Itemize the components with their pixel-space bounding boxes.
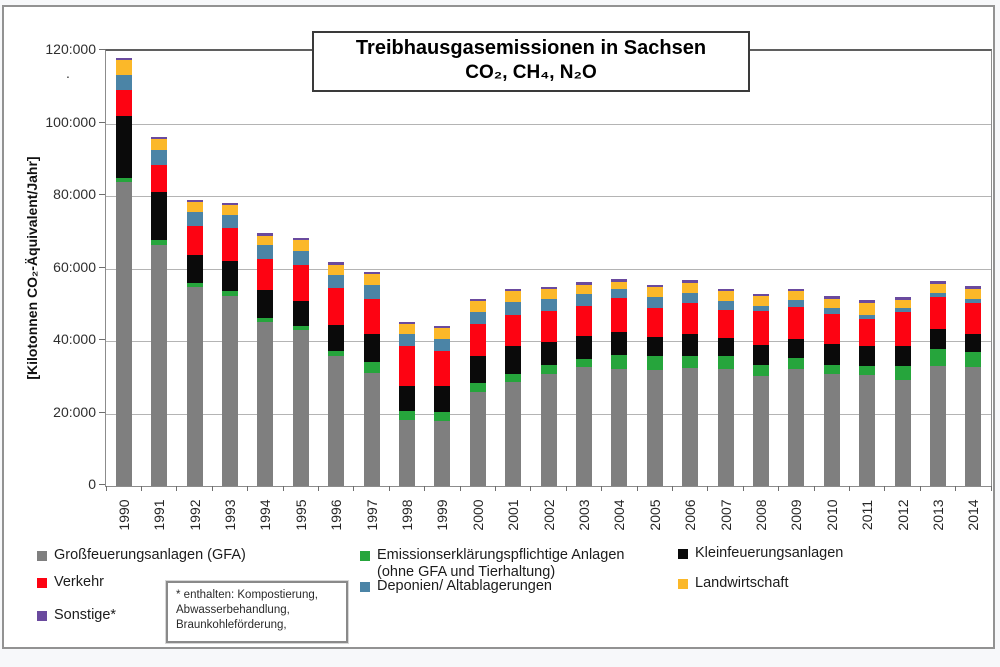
y-axis-title: [Kilotonnen CO₂-Äquivalent/Jahr] [24, 156, 40, 380]
bar-segment [222, 296, 238, 486]
bar-segment [222, 228, 238, 261]
bar-segment [293, 251, 309, 264]
bar-segment [116, 116, 132, 178]
bar-segment [364, 274, 380, 285]
x-tick-label: 2013 [929, 499, 946, 531]
bar-segment [151, 240, 167, 245]
bar-segment [151, 137, 167, 139]
bar-segment [151, 139, 167, 150]
x-tick-mark [106, 486, 107, 491]
y-tick-label: 100:000 [45, 113, 96, 130]
bar-segment [328, 275, 344, 287]
bar-segment [682, 303, 698, 333]
y-tick-mark [99, 339, 105, 340]
bar-segment [682, 334, 698, 356]
y-tick-label: 0 [88, 476, 96, 492]
bar-segment [895, 312, 911, 345]
bar-segment [151, 165, 167, 191]
y-tick-mark [99, 412, 105, 413]
bar-segment [505, 374, 521, 383]
bar-segment [682, 280, 698, 283]
bar-segment [399, 411, 415, 420]
x-tick-mark [353, 486, 354, 491]
bar-segment [505, 289, 521, 291]
bar-segment [116, 178, 132, 182]
bar-segment [753, 306, 769, 311]
bar-segment [541, 289, 557, 299]
bar-segment [399, 386, 415, 412]
bar-segment [434, 326, 450, 328]
bar-segment [470, 324, 486, 355]
bar-segment [788, 300, 804, 307]
stray-dot: . [66, 65, 70, 81]
bar-segment [364, 285, 380, 299]
y-tick-mark [99, 484, 105, 485]
bar-segment [895, 297, 911, 300]
bar-segment [116, 75, 132, 90]
bar-segment [187, 283, 203, 287]
bar-segment [434, 328, 450, 339]
bar-segment [859, 300, 875, 303]
x-tick-mark [814, 486, 815, 491]
bar-segment [541, 287, 557, 290]
bar-segment [505, 291, 521, 302]
bar-segment [611, 369, 627, 486]
bar-segment [364, 334, 380, 362]
bar-segment [647, 370, 663, 486]
bar-segment [647, 285, 663, 287]
note-box [166, 581, 348, 643]
x-tick-label: 1994 [257, 499, 274, 531]
x-tick-mark [849, 486, 850, 491]
y-tick-label: 20:000 [53, 403, 96, 420]
legend-swatch-icon [678, 579, 688, 589]
bar-segment [505, 382, 521, 486]
bar-segment [541, 342, 557, 364]
legend-label: Großfeuerungsanlagen (GFA) [54, 547, 246, 563]
legend-item [360, 547, 624, 581]
legend-label: Emissionserklärungspflichtige Anlagen (ohne GFA und Tierhaltung) [377, 547, 625, 580]
legend-item [37, 574, 104, 591]
bar-segment [470, 356, 486, 384]
bar-segment [364, 272, 380, 274]
bar-segment [753, 345, 769, 365]
bar-segment [718, 369, 734, 486]
bar-segment [328, 288, 344, 326]
x-tick-label: 1990 [115, 499, 132, 531]
bar-segment [434, 421, 450, 486]
x-tick-mark [601, 486, 602, 491]
bar-segment [682, 356, 698, 369]
gridline [106, 196, 991, 197]
bar-segment [151, 192, 167, 240]
bar-segment [824, 296, 840, 299]
bar-segment [257, 318, 273, 322]
bar-segment [434, 339, 450, 351]
bar-segment [965, 334, 981, 352]
legend-item [678, 545, 843, 562]
bar-segment [682, 283, 698, 293]
bar-segment [470, 383, 486, 392]
bar-segment [859, 375, 875, 486]
bar-segment [682, 293, 698, 303]
bar-segment [257, 322, 273, 486]
legend-swatch-icon [37, 551, 47, 561]
bar-segment [257, 245, 273, 260]
chart-subtitle: CO₂, CH₄, N₂O [465, 62, 597, 83]
bar-segment [541, 365, 557, 374]
bar-segment [647, 287, 663, 297]
x-tick-label: 1999 [434, 499, 451, 531]
x-tick-label: 2002 [540, 499, 557, 531]
x-tick-label: 2000 [469, 499, 486, 531]
legend-item [37, 607, 116, 624]
legend-swatch-icon [360, 551, 370, 561]
bar-segment [470, 312, 486, 324]
bar-segment [222, 203, 238, 205]
bar-segment [399, 334, 415, 346]
x-tick-mark [424, 486, 425, 491]
bar-segment [187, 255, 203, 283]
legend-label: Verkehr [54, 574, 104, 590]
x-tick-label: 2009 [788, 499, 805, 531]
x-tick-mark [743, 486, 744, 491]
bar-segment [965, 303, 981, 334]
bar-segment [541, 374, 557, 486]
bar-segment [293, 326, 309, 330]
bar-segment [859, 315, 875, 319]
legend-item [37, 547, 246, 564]
bar-segment [611, 332, 627, 355]
bar-segment [824, 308, 840, 314]
x-tick-mark [920, 486, 921, 491]
x-tick-label: 1991 [151, 499, 168, 531]
x-tick-mark [778, 486, 779, 491]
bar-segment [611, 282, 627, 289]
bar-segment [930, 366, 946, 486]
bar-segment [753, 294, 769, 297]
bar-segment [824, 314, 840, 344]
bar-segment [788, 291, 804, 300]
bar-segment [399, 324, 415, 334]
bar-segment [859, 346, 875, 366]
x-tick-label: 1995 [292, 499, 309, 531]
x-tick-label: 2004 [611, 499, 628, 531]
x-tick-label: 2008 [752, 499, 769, 531]
bar-segment [576, 359, 592, 367]
bar-segment [895, 300, 911, 308]
bar-segment [576, 285, 592, 294]
bar-segment [505, 315, 521, 346]
bar-segment [364, 362, 380, 373]
bar-segment [222, 261, 238, 291]
x-tick-mark [566, 486, 567, 491]
bar-segment [788, 307, 804, 339]
x-tick-label: 2003 [575, 499, 592, 531]
bar-segment [824, 374, 840, 486]
x-tick-label: 1998 [398, 499, 415, 531]
y-tick-mark [99, 122, 105, 123]
x-tick-label: 2005 [646, 499, 663, 531]
bar-segment [328, 262, 344, 264]
bar-segment [718, 338, 734, 356]
bar-segment [470, 299, 486, 301]
bar-segment [753, 365, 769, 376]
bar-segment [257, 236, 273, 245]
bar-segment [930, 329, 946, 349]
x-tick-mark [141, 486, 142, 491]
bar-segment [576, 367, 592, 486]
bar-segment [399, 322, 415, 324]
x-tick-mark [530, 486, 531, 491]
x-tick-label: 2001 [505, 499, 522, 531]
bar-segment [647, 297, 663, 308]
bar-segment [788, 289, 804, 291]
bar-segment [364, 373, 380, 486]
y-tick-mark [99, 194, 105, 195]
x-tick-mark [176, 486, 177, 491]
legend-swatch-icon [360, 582, 370, 592]
bar-segment [576, 336, 592, 359]
bar-segment [399, 346, 415, 386]
x-tick-mark [495, 486, 496, 491]
bar-segment [718, 289, 734, 291]
x-tick-label: 1992 [186, 499, 203, 531]
x-tick-label: 2011 [859, 499, 876, 531]
y-tick-label: 60:000 [53, 258, 96, 275]
x-tick-label: 2006 [682, 499, 699, 531]
bar-segment [328, 351, 344, 355]
bar-segment [470, 392, 486, 486]
bar-segment [470, 301, 486, 312]
bar-segment [859, 319, 875, 346]
bar-segment [434, 386, 450, 412]
bar-segment [151, 150, 167, 165]
bar-segment [576, 306, 592, 336]
bar-segment [222, 291, 238, 295]
bar-segment [187, 200, 203, 202]
bar-segment [611, 279, 627, 282]
chart-canvas [2, 5, 995, 649]
bar-segment [328, 265, 344, 276]
bar-segment [222, 205, 238, 214]
bar-segment [151, 245, 167, 486]
bar-segment [647, 308, 663, 337]
bar-segment [611, 298, 627, 332]
bar-segment [328, 325, 344, 351]
bar-segment [930, 293, 946, 297]
bar-segment [682, 368, 698, 486]
legend-swatch-icon [37, 578, 47, 588]
bar-segment [965, 299, 981, 303]
bar-segment [505, 346, 521, 374]
x-tick-mark [707, 486, 708, 491]
bar-segment [257, 290, 273, 318]
bar-segment [965, 367, 981, 486]
legend-label: Landwirtschaft [695, 575, 789, 591]
bar-segment [895, 380, 911, 486]
bar-segment [187, 226, 203, 254]
bar-segment [965, 286, 981, 289]
bar-segment [293, 330, 309, 486]
bar-segment [434, 351, 450, 385]
bar-segment [859, 303, 875, 315]
bar-segment [434, 412, 450, 421]
gridline [106, 269, 991, 270]
bar-segment [788, 369, 804, 486]
bar-segment [576, 294, 592, 306]
bar-segment [753, 311, 769, 345]
bar-segment [718, 301, 734, 310]
bar-segment [116, 60, 132, 75]
x-tick-mark [318, 486, 319, 491]
bar-segment [611, 289, 627, 297]
bar-segment [364, 299, 380, 334]
x-tick-mark [991, 486, 992, 491]
note-line: Braunkohleförderung, [176, 619, 287, 631]
bar-segment [505, 302, 521, 314]
bar-segment [718, 356, 734, 369]
bar-segment [257, 233, 273, 235]
y-tick-label: 40:000 [53, 331, 96, 347]
note-line: Abwasserbehandlung, [176, 604, 290, 616]
bar-segment [293, 265, 309, 302]
bar-segment [930, 284, 946, 293]
plot-area [105, 49, 992, 531]
gridline [106, 124, 991, 125]
bar-segment [895, 346, 911, 366]
bar-segment [718, 310, 734, 338]
bar-segment [859, 366, 875, 375]
x-tick-label: 2007 [717, 499, 734, 531]
x-tick-label: 2012 [894, 499, 911, 531]
bar-segment [965, 289, 981, 299]
y-tick-mark [99, 49, 105, 50]
bar-segment [399, 420, 415, 486]
x-tick-label: 2010 [823, 499, 840, 531]
bar-segment [718, 291, 734, 301]
bar-segment [257, 259, 273, 290]
x-tick-label: 1996 [328, 499, 345, 531]
x-tick-mark [283, 486, 284, 491]
legend-swatch-icon [678, 549, 688, 559]
bar-segment [788, 339, 804, 358]
bar-segment [222, 215, 238, 228]
bar-segment [187, 202, 203, 212]
bar-segment [293, 240, 309, 251]
bar-segment [753, 376, 769, 486]
bar-segment [824, 299, 840, 308]
bar-segment [187, 287, 203, 486]
chart-title: Treibhausgasemissionen in Sachsen [355, 37, 707, 59]
bar-segment [187, 212, 203, 226]
bar-segment [930, 349, 946, 366]
bar-segment [930, 281, 946, 284]
x-tick-mark [460, 486, 461, 491]
bar-segment [753, 296, 769, 305]
x-tick-mark [389, 486, 390, 491]
y-tick-mark [99, 267, 105, 268]
legend-label: Sonstige* [54, 607, 117, 623]
bar-segment [576, 282, 592, 285]
y-tick-label: 80:000 [53, 186, 96, 202]
bar-segment [116, 90, 132, 116]
bar-segment [895, 308, 911, 312]
x-tick-label: 1993 [221, 499, 238, 531]
bar-segment [541, 311, 557, 342]
legend-label: Kleinfeuerungsanlagen [695, 545, 844, 561]
bar-segment [647, 356, 663, 371]
bar-segment [824, 344, 840, 365]
x-tick-mark [884, 486, 885, 491]
bar-segment [895, 366, 911, 381]
legend-label: Deponien/ Altablagerungen [377, 578, 552, 594]
x-tick-mark [637, 486, 638, 491]
bar-segment [965, 352, 981, 367]
x-tick-label: 2014 [965, 499, 982, 531]
x-tick-mark [672, 486, 673, 491]
legend-item [678, 575, 789, 592]
bar-segment [293, 301, 309, 326]
note-line: * enthalten: Kompostierung, [176, 589, 318, 601]
bar-segment [788, 358, 804, 369]
legend-item [360, 578, 552, 595]
bar-segment [116, 58, 132, 60]
bar-segment [541, 299, 557, 311]
legend-swatch-icon [37, 611, 47, 621]
y-tick-label: 120:000 [45, 41, 96, 57]
bar-segment [930, 297, 946, 329]
x-tick-mark [247, 486, 248, 491]
bar-segment [611, 355, 627, 368]
x-tick-mark [212, 486, 213, 491]
x-tick-mark [955, 486, 956, 491]
bar-segment [328, 356, 344, 487]
bar-segment [647, 337, 663, 356]
chart-title-box [312, 31, 750, 92]
bar-segment [293, 238, 309, 240]
x-tick-label: 1997 [363, 499, 380, 531]
bar-segment [116, 182, 132, 487]
bar-segment [824, 365, 840, 374]
